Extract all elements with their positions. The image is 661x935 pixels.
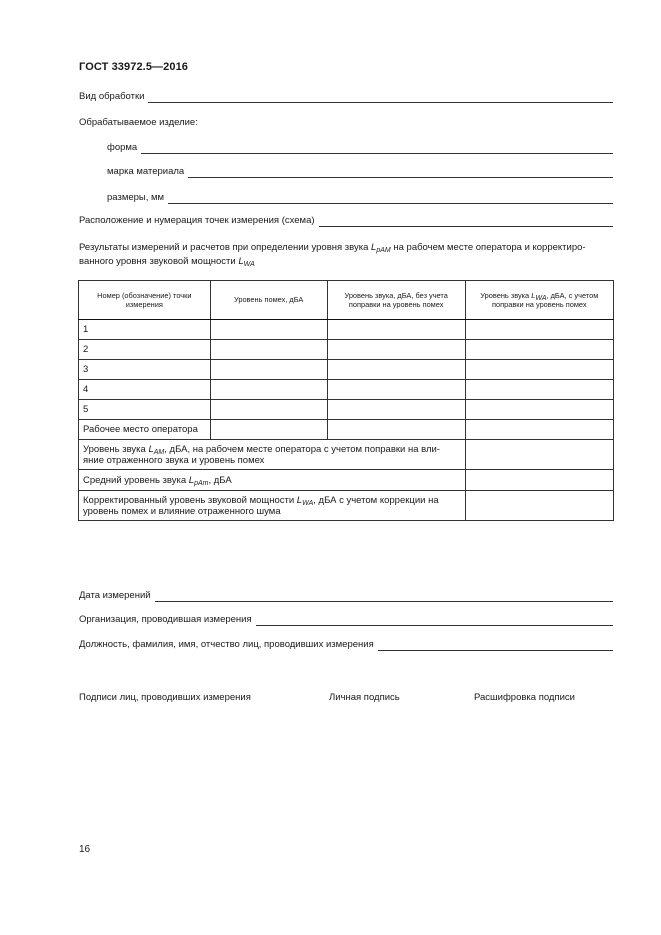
page-number: 16 bbox=[79, 844, 91, 855]
organization-line[interactable] bbox=[256, 615, 613, 626]
points-layout-field bbox=[79, 215, 613, 227]
table-row bbox=[79, 340, 614, 360]
summary-value-operator[interactable] bbox=[465, 440, 613, 470]
dimensions-label: размеры, мм bbox=[107, 192, 165, 203]
table-cell[interactable] bbox=[465, 380, 613, 400]
table-cell[interactable] bbox=[327, 420, 465, 440]
workpiece-label: Обрабатываемое изделие: bbox=[79, 117, 198, 128]
table-cell[interactable] bbox=[210, 320, 327, 340]
intro-paragraph: Результаты измерений и расчетов при определении уровня звука $L_{pAM}$ на рабочем месте оператора и корректиро-ванного уровня звуковой мощности $L_{WA}$ bbox=[79, 242, 586, 268]
row-label: 1 bbox=[79, 320, 211, 340]
points-layout-line[interactable] bbox=[319, 216, 613, 227]
material-grade-label: марка материала bbox=[107, 166, 185, 177]
shape-line[interactable] bbox=[141, 143, 613, 154]
table-cell[interactable] bbox=[327, 400, 465, 420]
row-label: 5 bbox=[79, 400, 211, 420]
header-noise-level: Уровень помех, дБА bbox=[210, 281, 327, 320]
summary-value-average[interactable] bbox=[465, 470, 613, 491]
table-cell[interactable] bbox=[465, 320, 613, 340]
row-label: Рабочее место оператора bbox=[79, 420, 211, 440]
table-row bbox=[79, 320, 614, 340]
processing-type-label: Вид обработки bbox=[79, 91, 145, 102]
processing-type-line[interactable] bbox=[148, 92, 613, 103]
table-cell[interactable] bbox=[210, 380, 327, 400]
summary-label-operator: Уровень звука $L_{AM}$, дБА, на рабочем месте оператора с учетом поправки на вли-яние отраженного звука и уровень помех bbox=[79, 440, 466, 470]
summary-row-power bbox=[79, 491, 614, 521]
table-cell[interactable] bbox=[465, 400, 613, 420]
position-label: Должность, фамилия, имя, отчество лиц, проводивших измерения bbox=[79, 639, 374, 650]
header-sound-level-raw: Уровень звука, дБА, без учета поправки на уровень помех bbox=[327, 281, 465, 320]
personal-signature-label: Личная подпись bbox=[329, 692, 400, 703]
table-cell[interactable] bbox=[465, 340, 613, 360]
header-sound-level-corrected: Уровень звука $L_{WA}$, дБА, с учетом поправки на уровень помех bbox=[465, 281, 613, 320]
table-cell[interactable] bbox=[210, 400, 327, 420]
document-number: ГОСТ 33972.5—2016 bbox=[79, 61, 189, 73]
organization-field bbox=[79, 614, 613, 626]
summary-label-power: Корректированный уровень звуковой мощности $L_{WA}$, дБА с учетом коррекции на уровень помех и влияние отраженного шума bbox=[79, 491, 466, 521]
position-line[interactable] bbox=[378, 640, 613, 651]
organization-label: Организация, проводившая измерения bbox=[79, 614, 252, 625]
signature-decoding-label: Расшифровка подписи bbox=[474, 692, 575, 703]
shape-field bbox=[107, 142, 613, 154]
table-cell[interactable] bbox=[465, 420, 613, 440]
shape-label: форма bbox=[107, 142, 138, 153]
table-header-row bbox=[79, 281, 614, 320]
summary-label-average: Средний уровень звука $L_{pAm}$, дБА bbox=[79, 470, 466, 491]
table-cell[interactable] bbox=[327, 380, 465, 400]
row-label: 3 bbox=[79, 360, 211, 380]
table-cell[interactable] bbox=[465, 360, 613, 380]
header-point-number: Номер (обозначение) точки измерения bbox=[79, 281, 211, 320]
row-label: 2 bbox=[79, 340, 211, 360]
row-label: 4 bbox=[79, 380, 211, 400]
table-cell[interactable] bbox=[210, 420, 327, 440]
summary-value-power[interactable] bbox=[465, 491, 613, 521]
table-row bbox=[79, 360, 614, 380]
table-cell[interactable] bbox=[210, 340, 327, 360]
table-cell[interactable] bbox=[327, 360, 465, 380]
table-cell[interactable] bbox=[327, 340, 465, 360]
summary-row-operator bbox=[79, 440, 614, 470]
processing-type-field bbox=[79, 91, 613, 103]
table-row bbox=[79, 380, 614, 400]
date-line[interactable] bbox=[155, 591, 613, 602]
table-row bbox=[79, 420, 614, 440]
position-field bbox=[79, 639, 613, 651]
date-field bbox=[79, 590, 613, 602]
material-grade-field bbox=[107, 166, 613, 178]
dimensions-line[interactable] bbox=[168, 193, 613, 204]
summary-row-average bbox=[79, 470, 614, 491]
date-label: Дата измерений bbox=[79, 590, 151, 601]
table-cell[interactable] bbox=[210, 360, 327, 380]
signatures-persons-label: Подписи лиц, проводивших измерения bbox=[79, 692, 251, 703]
material-grade-line[interactable] bbox=[188, 167, 613, 178]
table-row bbox=[79, 400, 614, 420]
dimensions-field bbox=[107, 192, 613, 204]
points-layout-label: Расположение и нумерация точек измерения (схема) bbox=[79, 215, 315, 226]
results-table bbox=[78, 280, 614, 521]
table-cell[interactable] bbox=[327, 320, 465, 340]
